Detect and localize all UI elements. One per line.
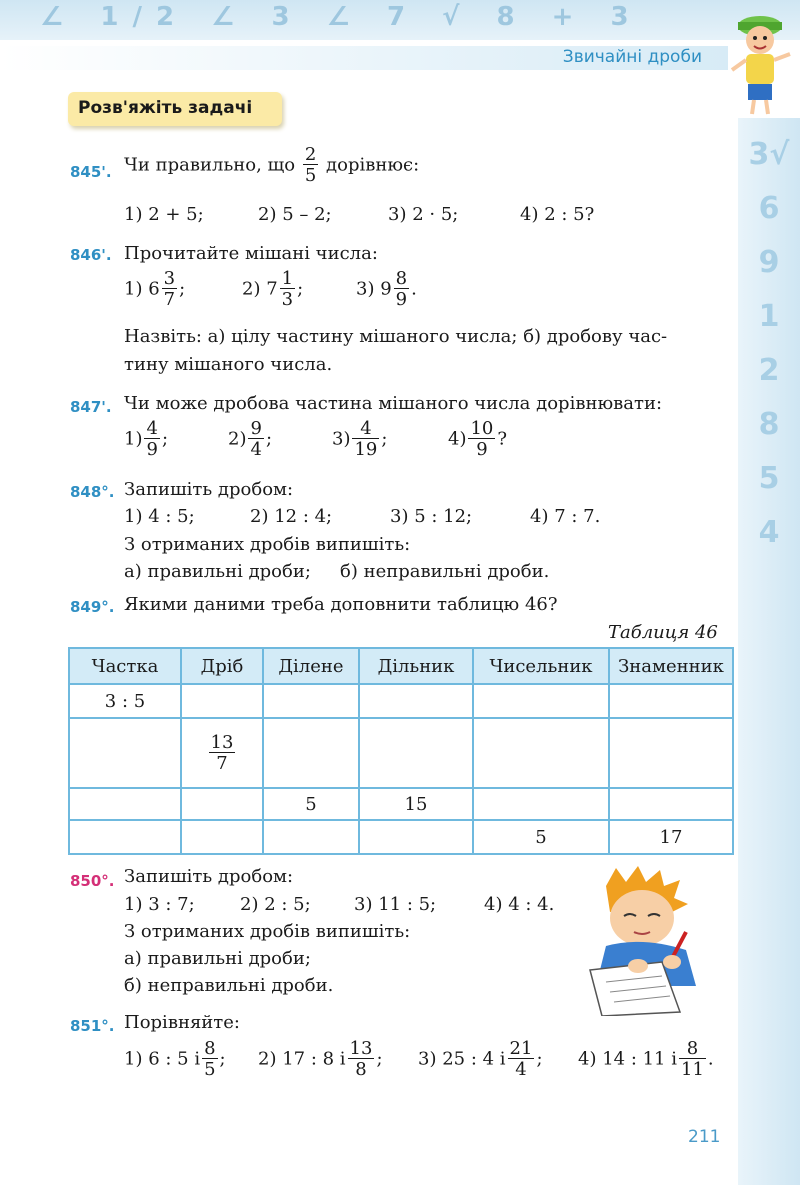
table-cell xyxy=(69,820,181,854)
table-cell xyxy=(181,788,263,820)
col-header-dilnyk: Дільник xyxy=(359,648,473,684)
problem-848-option-3: 3) 5 : 12; xyxy=(390,506,473,527)
problem-848-b: б) неправильні дроби. xyxy=(340,561,550,582)
col-header-chastka: Частка xyxy=(69,648,181,684)
table-row xyxy=(69,788,733,820)
table-cell xyxy=(609,718,733,788)
problem-848-a: а) правильні дроби; xyxy=(124,561,311,582)
mixed-number-1: 1) 6 $\frac{3}{7}$ ; xyxy=(124,268,186,310)
col-header-dilene: Ділене xyxy=(263,648,359,684)
problem-847-option-3: 3) $\frac{4}{19}$ ; xyxy=(332,418,388,460)
problem-850-option-4: 4) 4 : 4. xyxy=(484,894,555,915)
problem-845-text1: Чи правильно, що xyxy=(124,154,296,176)
boy-cap-illustration xyxy=(730,4,796,116)
problem-847-option-2: 2) $\frac{9}{4}$ ; xyxy=(228,418,273,460)
problem-849-text: Якими даними треба доповнити таблицю 46? xyxy=(124,594,558,615)
boy-writing-illustration xyxy=(576,866,706,1016)
compare-4: 4) 14 : 11 і $\frac{8}{11}$ . xyxy=(578,1038,714,1080)
col-header-chyselnyk: Чисельник xyxy=(473,648,609,684)
table-cell xyxy=(263,684,359,718)
mixed-number-3: 3) 9 $\frac{8}{9}$ . xyxy=(356,268,417,310)
table-cell xyxy=(473,718,609,788)
table-header-row xyxy=(69,648,733,684)
task-heading xyxy=(68,92,282,126)
problem-850-option-2: 2) 2 : 5; xyxy=(240,894,311,915)
table-cell: 17 xyxy=(609,820,733,854)
problem-845-option-1: 1) 2 + 5; xyxy=(124,204,204,225)
table-cell: 15 xyxy=(359,788,473,820)
problem-849-number: 849°. xyxy=(70,598,115,616)
table-cell: 3 : 5 xyxy=(69,684,181,718)
fraction-13-7: $\frac{13}{7}$ xyxy=(210,731,234,774)
task-heading-text: Розв'яжіть задачі xyxy=(78,98,253,118)
section-title: Звичайні дроби xyxy=(562,47,702,67)
problem-845-option-2: 2) 5 – 2; xyxy=(258,204,332,225)
table-cell xyxy=(359,718,473,788)
fraction-2-5: $\frac{2}{5}$ xyxy=(304,144,317,186)
top-decor-band xyxy=(0,0,800,40)
problem-850-text: Запишіть дробом: xyxy=(124,866,294,887)
problem-845-text2: дорівнює: xyxy=(326,154,420,176)
problem-847-text: Чи може дробова частина мішаного числа дорівнювати: xyxy=(124,393,663,414)
table-row xyxy=(69,718,733,788)
problem-851-text: Порівняйте: xyxy=(124,1012,240,1033)
problem-846-text: Прочитайте мішані числа: xyxy=(124,243,378,264)
side-decor-band xyxy=(738,118,800,1185)
problem-848-line2: З отриманих дробів випишіть: xyxy=(124,534,411,555)
problem-847-option-1: 1) $\frac{4}{9}$ ; xyxy=(124,418,169,460)
compare-1: 1) 6 : 5 і $\frac{8}{5}$ ; xyxy=(124,1038,226,1080)
problem-845-option-4: 4) 2 : 5? xyxy=(520,204,595,225)
table-cell xyxy=(69,718,181,788)
table-caption: Таблиця 46 xyxy=(608,622,718,643)
problem-846-line2: Назвіть: а) цілу частину мішаного числа; б) дробову час- xyxy=(124,326,668,347)
problem-847-number: 847'. xyxy=(70,398,112,416)
table-row xyxy=(69,684,733,718)
col-header-znamennyk: Знаменник xyxy=(609,648,733,684)
problem-850-option-3: 3) 11 : 5; xyxy=(354,894,437,915)
table-cell xyxy=(263,820,359,854)
problem-850-line2: З отриманих дробів випишіть: xyxy=(124,921,411,942)
table-cell xyxy=(473,684,609,718)
compare-3: 3) 25 : 4 і $\frac{21}{4}$ ; xyxy=(418,1038,543,1080)
col-header-drib: Дріб xyxy=(181,648,263,684)
side-decor-numbers: 3√6 9 1 2 8 5 4 xyxy=(748,137,790,550)
table-cell: 5 xyxy=(263,788,359,820)
table-cell xyxy=(609,684,733,718)
problem-846-line3: тину мішаного числа. xyxy=(124,354,333,375)
problem-848-text: Запишіть дробом: xyxy=(124,479,294,500)
problem-851-number: 851°. xyxy=(70,1017,115,1035)
problem-845-number: 845'. xyxy=(70,163,112,181)
table-cell xyxy=(359,684,473,718)
problem-848-option-1: 1) 4 : 5; xyxy=(124,506,195,527)
table-cell: 5 xyxy=(473,820,609,854)
problem-850-a: а) правильні дроби; xyxy=(124,948,311,969)
table-cell xyxy=(181,820,263,854)
problem-850-b: б) неправильні дроби. xyxy=(124,975,334,996)
problem-848-option-4: 4) 7 : 7. xyxy=(530,506,601,527)
page-number: 211 xyxy=(688,1127,721,1147)
table-cell xyxy=(263,718,359,788)
table-cell xyxy=(69,788,181,820)
problem-845-option-3: 3) 2 · 5; xyxy=(388,204,459,225)
table-cell xyxy=(359,820,473,854)
table-cell xyxy=(181,684,263,718)
problem-848-option-2: 2) 12 : 4; xyxy=(250,506,333,527)
table-cell xyxy=(473,788,609,820)
mixed-number-2: 2) 7 $\frac{1}{3}$ ; xyxy=(242,268,304,310)
compare-2: 2) 17 : 8 і $\frac{13}{8}$ ; xyxy=(258,1038,383,1080)
problem-850-option-1: 1) 3 : 7; xyxy=(124,894,195,915)
data-table-46 xyxy=(68,647,734,855)
problem-846-number: 846'. xyxy=(70,246,112,264)
problem-848-number: 848°. xyxy=(70,483,115,501)
table-cell xyxy=(181,718,263,788)
problem-845-question xyxy=(124,146,419,185)
table-row xyxy=(69,820,733,854)
problem-847-option-4: 4) $\frac{10}{9}$ ? xyxy=(448,418,508,460)
top-decor-numbers: ∠ 1/2 ∠ 3 ∠ 7 √ 8 + 3 xyxy=(40,2,643,32)
problem-850-number: 850°. xyxy=(70,872,115,890)
table-cell xyxy=(609,788,733,820)
